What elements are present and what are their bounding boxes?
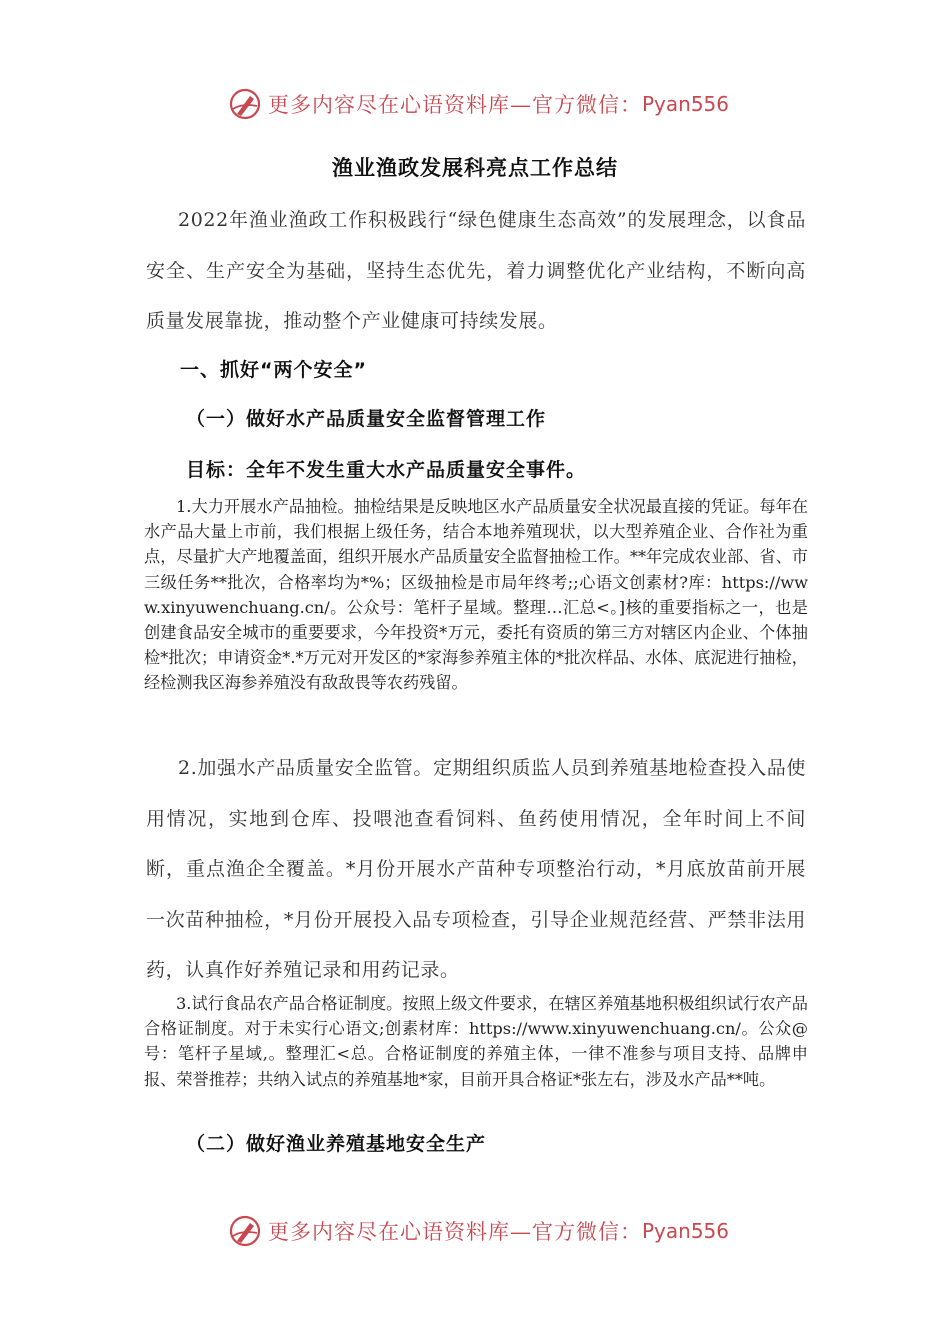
- item-2-paragraph: [146, 743, 806, 996]
- intro-text: 2022年渔业渔政工作积极践行“绿色健康生态高效”的发展理念，以食品安全、生产安全为基础，坚持生态优先，着力调整优化产业结构，不断向高质量发展靠拢，推动整个产业健康可持续发展。: [146, 209, 806, 332]
- subsection-heading-1: （一）做好水产品质量安全监督管理工作: [186, 408, 547, 430]
- item-3-text: 3.试行食品农产品合格证制度。按照上级文件要求，在辖区养殖基地积极组织试行农产品合格证制度。对于未实行心语文;创素材库：https://www.xinyuwenchuang.cn/。公众@号：笔杆子星域,。整理汇<总。合格证制度的养殖主体，一律不准参与项目支持、品牌申报、荣誉推荐；共纳入试点的养殖基地*家，目前开具合格证*张左右，涉及水产品**吨。: [144, 994, 808, 1089]
- item-1-paragraph: [144, 494, 808, 696]
- subsection-heading-2: （二）做好渔业养殖基地安全生产: [186, 1133, 487, 1155]
- banner-wechat-id: Pyan556: [642, 92, 730, 116]
- banner-wechat-id: Pyan556: [642, 1219, 730, 1243]
- pen-nib-logo-icon: [228, 1214, 262, 1248]
- banner-slogan: 更多内容尽在心语资料库—官方微信：: [268, 1220, 642, 1244]
- item-1-text: 1.大力开展水产品抽检。抽检结果是反映地区水产品质量安全状况最直接的凭证。每年在水产品大量上市前，我们根据上级任务，结合本地养殖现状，以大型养殖企业、合作社为重点，尽量扩大产地覆盖面，组织开展水产品质量安全监督抽检工作。**年完成农业部、省、市三级任务**批次，合格率均为*%；区级抽检是市局年终考;;心语文创素材?库：https://www.xinyuwenchuang.cn/。公众号：笔杆子星域。整理…汇总<。]核的重要指标之一，也是创建食品安全城市的重要要求，今年投资*万元，委托有资质的第三方对辖区内企业、个体抽检*批次；申请资金*.*万元对开发区的*家海参养殖主体的*批次样品、水体、底泥进行抽检，经检测我区海参养殖没有敌敌畏等农药残留。: [144, 497, 808, 693]
- item-3-paragraph: [144, 991, 808, 1092]
- banner-slogan: 更多内容尽在心语资料库—官方微信：: [268, 93, 642, 117]
- section-heading-1: 一、抓好“两个安全”: [180, 359, 367, 381]
- pen-nib-logo-icon: [228, 87, 262, 121]
- intro-paragraph: [146, 195, 806, 347]
- footer-banner: [228, 1211, 748, 1251]
- document-title: 渔业渔政发展科亮点工作总结: [332, 156, 618, 180]
- header-banner: [228, 84, 748, 124]
- goal-statement: 目标：全年不发生重大水产品质量安全事件。: [186, 459, 587, 481]
- item-2-text: 2.加强水产品质量安全监管。定期组织质监人员到养殖基地检查投入品使用情况，实地到仓库、投喂池查看饲料、鱼药使用情况，全年时间上不间断，重点渔企全覆盖。*月份开展水产苗种专项整治行动，*月底放苗前开展一次苗种抽检，*月份开展投入品专项检查，引导企业规范经营、严禁非法用药，认真作好养殖记录和用药记录。: [146, 757, 806, 981]
